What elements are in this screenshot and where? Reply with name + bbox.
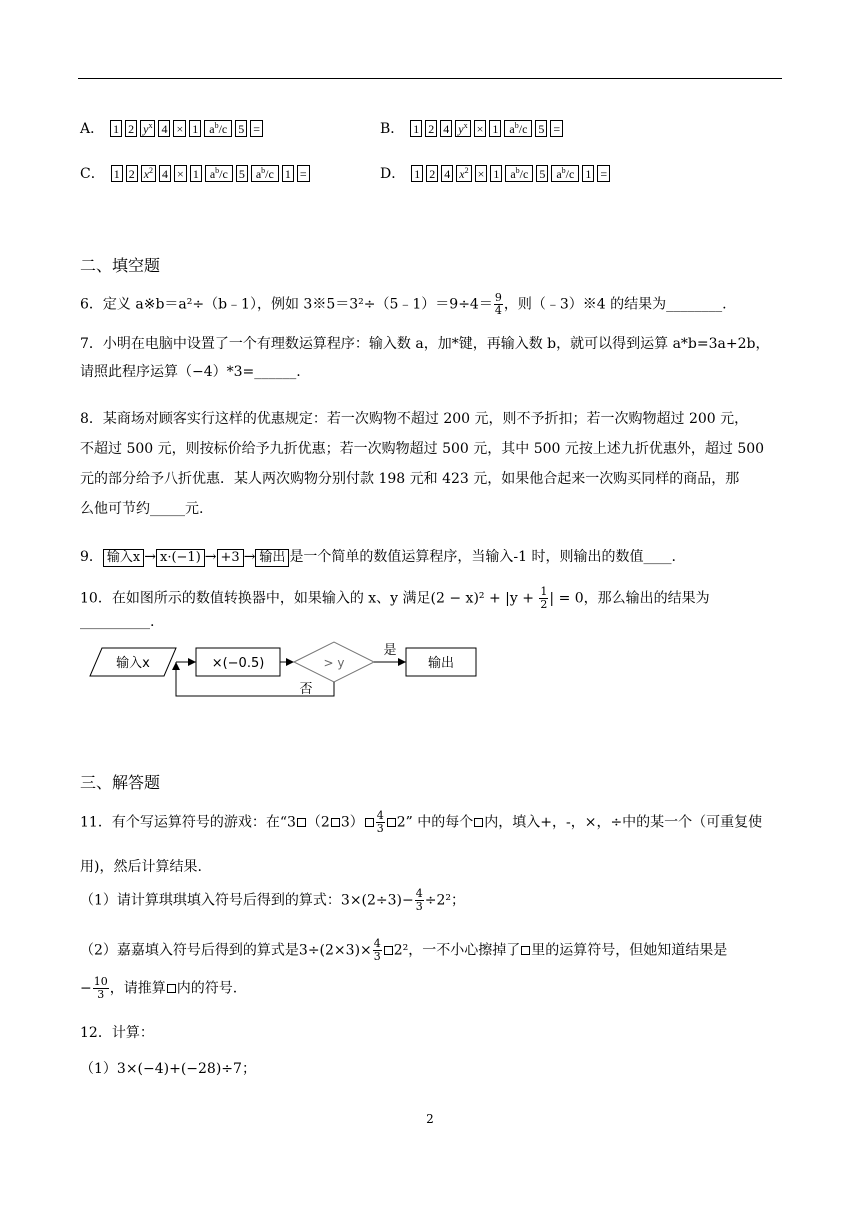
question-10: 10．在如图所示的数值转换器中，如果输入的 x、y 满足(2 − x)² + |y + $\frac{1}{2}$ | = 0，那么输出的结果为__________. bbox=[80, 585, 710, 630]
option-label: D． bbox=[380, 166, 406, 182]
calculator-key: 2 bbox=[125, 120, 137, 137]
flowchart bbox=[88, 634, 488, 706]
option-label: B． bbox=[380, 121, 405, 137]
calculator-key: $y^x$ bbox=[140, 120, 155, 137]
calculator-key: $a^b/c$ bbox=[551, 165, 579, 182]
calculator-key: = bbox=[297, 165, 310, 182]
flow-yes-label: 是 bbox=[383, 643, 397, 658]
fraction: $\frac{1}{2}$ bbox=[540, 585, 548, 611]
calculator-key: $a^b/c$ bbox=[204, 120, 232, 137]
flow-input-label: 输入x bbox=[116, 656, 150, 671]
question-12-part1: （1）3×(−4)+(−28)÷7； bbox=[80, 1061, 256, 1077]
calculator-key: 5 bbox=[535, 120, 547, 137]
calculator-key: 1 bbox=[190, 165, 202, 182]
flow-box-output: 输出 bbox=[255, 549, 289, 567]
calculator-key: 4 bbox=[159, 165, 171, 182]
question-11-part2: （2）嘉嘉填入符号后得到的算式是3÷(2×3)× $\frac{4}{3}$ 2²，一不小心擦掉了 里的运算符号，但她知道结果是 bbox=[80, 937, 728, 963]
calculator-key: 4 bbox=[158, 120, 170, 137]
flow-operation-label: ×(−0.5) bbox=[211, 656, 265, 671]
calculator-key: × bbox=[173, 120, 186, 137]
question-8: 8．某商场对顾客实行这样的优惠规定：若一次购物不超过 200 元，则不予折扣；若一次购物超过 200 元， 不超过 500 元，则按标价给予九折优惠；若一次购物超过 500 元，其中 500 元按上述九折优惠外，超过 500 元的部分给予八折优惠．某人两次购物分别付款 198 元和 423 元，如果他合起来一次购买同样的商品，那 么他可节约_____元. bbox=[80, 411, 765, 517]
calculator-key: 2 bbox=[425, 120, 437, 137]
flow-condition-label: > y bbox=[323, 656, 345, 670]
calculator-key: 1 bbox=[410, 120, 422, 137]
calculator-key: 1 bbox=[110, 120, 122, 137]
calculator-key: = bbox=[597, 165, 610, 182]
calculator-key: 1 bbox=[582, 165, 594, 182]
option-a bbox=[80, 118, 266, 138]
section-heading: 三、解答题 bbox=[80, 773, 161, 792]
page-number: 2 bbox=[426, 1112, 434, 1126]
calculator-key: $a^b/c$ bbox=[504, 120, 532, 137]
question-11-part2-result: − $\frac{10}{3}$ ，请推算 内的符号. bbox=[80, 975, 238, 1001]
calculator-key: 2 bbox=[126, 165, 138, 182]
section-heading: 二、填空题 bbox=[80, 256, 161, 275]
option-b bbox=[380, 118, 566, 138]
calculator-key: $a^b/c$ bbox=[205, 165, 233, 182]
header-rule bbox=[78, 78, 782, 79]
question-6: 6．定义 a※b＝a²÷（b﹣1），例如 3※5＝3²÷（5﹣1）＝9÷4＝ $\frac{9}{4}$ ，则（﹣3）※4 的结果为________. bbox=[80, 291, 727, 317]
question-7: 7．小明在电脑中设置了一个有理数运算程序：输入数 a，加*键，再输入数 b，就可以得到运算 a*b=3a+2b， 请照此程序运算（−4）*3=______. bbox=[80, 336, 770, 380]
flow-box-add: +3 bbox=[217, 549, 244, 567]
calculator-key: 1 bbox=[490, 165, 502, 182]
calculator-key: × bbox=[174, 165, 187, 182]
calculator-key: 5 bbox=[236, 165, 248, 182]
flow-box-input: 输入x bbox=[103, 549, 144, 567]
question-11-part1: （1）请计算琪琪填入符号后得到的算式：3×(2÷3)− $\frac{4}{3}$ ÷2²； bbox=[80, 887, 465, 913]
calculator-key: 1 bbox=[282, 165, 294, 182]
flow-output-label: 输出 bbox=[427, 656, 455, 671]
calculator-key: × bbox=[475, 165, 488, 182]
fraction: $\frac{9}{4}$ bbox=[494, 291, 502, 317]
calculator-key: 4 bbox=[440, 120, 452, 137]
calculator-key: 5 bbox=[536, 165, 548, 182]
calculator-key: 5 bbox=[235, 120, 247, 137]
question-11: 11．有个写运算符号的游戏：在“3 （2 3） $\frac{4}{3}$ 2” 中的每个 内，填入+，-，×，÷中的某一个（可重复使 bbox=[80, 809, 763, 835]
calculator-key: $a^b/c$ bbox=[251, 165, 279, 182]
calculator-key: $x^2$ bbox=[141, 165, 156, 182]
calculator-key: = bbox=[550, 120, 563, 137]
calculator-key: 1 bbox=[111, 165, 123, 182]
question-11-line2: 用)，然后计算结果. bbox=[80, 859, 202, 875]
calculator-key: $a^b/c$ bbox=[505, 165, 533, 182]
calculator-key: 2 bbox=[426, 165, 438, 182]
calculator-key: 4 bbox=[441, 165, 453, 182]
calculator-key: 1 bbox=[489, 120, 501, 137]
calculator-key: $y^x$ bbox=[455, 120, 470, 137]
calculator-key: × bbox=[474, 120, 487, 137]
calculator-key: = bbox=[250, 120, 263, 137]
option-c bbox=[80, 163, 313, 183]
option-d bbox=[380, 163, 613, 183]
flow-no-label: 否 bbox=[299, 682, 313, 697]
question-12: 12．计算： bbox=[80, 1025, 154, 1041]
flow-box-multiply: x·(−1) bbox=[156, 549, 205, 567]
calculator-key: 1 bbox=[411, 165, 423, 182]
calculator-key: 1 bbox=[189, 120, 201, 137]
option-label: C． bbox=[80, 166, 105, 182]
question-9: 9． 输入x → x·(−1) → +3 → 输出 是一个简单的数值运算程序，当输入-1 时，则输出的数值____. bbox=[80, 549, 676, 565]
option-label: A． bbox=[80, 121, 105, 137]
calculator-key: $x^2$ bbox=[456, 165, 471, 182]
